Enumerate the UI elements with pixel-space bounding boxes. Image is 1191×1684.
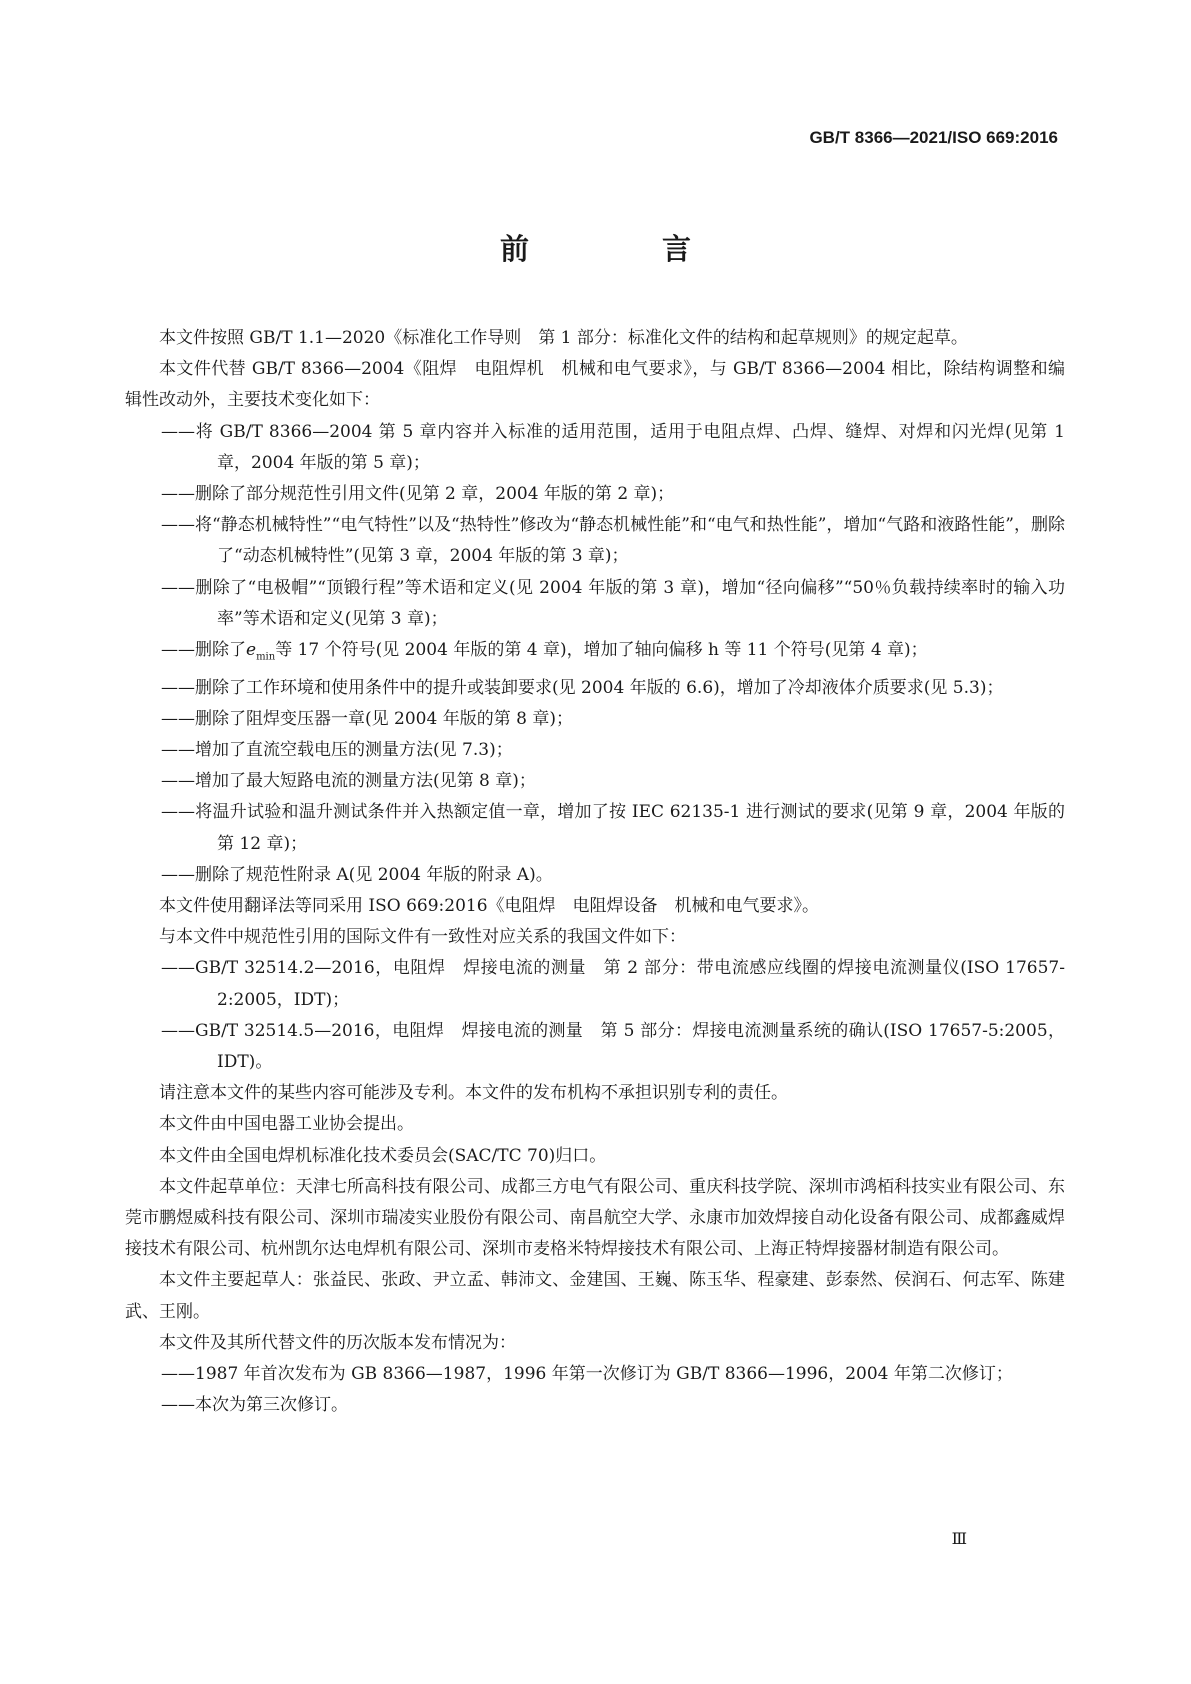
reference-item: ——GB/T 32514.2—2016，电阻焊 焊接电流的测量 第 2 部分：带电流感应线圈的焊接电流测量仪(ISO 17657-2:2005，IDT)； — [161, 958, 1065, 1010]
symbol-letter: e — [246, 640, 257, 661]
paragraph-drafters: 本文件主要起草人：张益民、张政、尹立孟、韩沛文、金建国、王巍、陈玉华、程豪建、彭泰然、侯润石、何志军、陈建武、王刚。 — [125, 1270, 1065, 1322]
history-item: ——1987 年首次发布为 GB 8366—1987，1996 年第一次修订为 GB/T 8366—1996，2004 年第二次修订； — [161, 1364, 1013, 1385]
change-prefix: ——删除了 — [161, 640, 246, 661]
symbol-subscript: min — [256, 651, 276, 663]
change-item: ——增加了最大短路电流的测量方法(见第 8 章)； — [161, 771, 536, 792]
paragraph-proposed-by: 本文件由中国电器工业协会提出。 — [159, 1114, 414, 1135]
change-item: ——删除了阻焊变压器一章(见 2004 年版的第 8 章)； — [161, 708, 573, 729]
page-title: 前 言 — [499, 232, 743, 266]
paragraph-correspondence: 与本文件中规范性引用的国际文件有一致性对应关系的我国文件如下： — [159, 927, 686, 948]
paragraph-history: 本文件及其所代替文件的历次版本发布情况为： — [159, 1332, 516, 1353]
change-item: ——将 GB/T 8366—2004 第 5 章内容并入标准的适用范围，适用于电阻点焊、凸焊、缝焊、对焊和闪光焊(见第 1 章，2004 年版的第 5 章)； — [161, 421, 1065, 473]
paragraph-centralized-by: 本文件由全国电焊机标准化技术委员会(SAC/TC 70)归口。 — [159, 1145, 607, 1166]
change-item: ——删除了“电极帽”“顶锻行程”等术语和定义(见 2004 年版的第 3 章)，增加“径向偏移”“50％负载持续率时的输入功率”等术语和定义(见第 3 章)； — [161, 577, 1065, 629]
paragraph-drafting-rules: 本文件按照 GB/T 1.1—2020《标准化工作导则 第 1 部分：标准化文件的结构和起草规则》的规定起草。 — [159, 328, 968, 348]
change-item: ——将温升试验和温升测试条件并入热额定值一章，增加了按 IEC 62135-1 进行测试的要求(见第 9 章，2004 年版的第 12 章)； — [161, 802, 1065, 854]
page-number: Ⅲ — [951, 1529, 967, 1548]
reference-item: ——GB/T 32514.5—2016，电阻焊 焊接电流的测量 第 5 部分：焊接电流测量系统的确认(ISO 17657-5:2005，IDT)。 — [161, 1020, 1065, 1073]
history-item: ——本次为第三次修订。 — [161, 1395, 348, 1416]
paragraph-translation: 本文件使用翻译法等同采用 ISO 669:2016《电阻焊 电阻焊设备 机械和电气要求》。 — [159, 896, 820, 917]
standard-code-header: GB/T 8366—2021/ISO 669:2016 — [809, 128, 1058, 147]
document-body — [125, 323, 1065, 1422]
paragraph-replacement: 本文件代替 GB/T 8366—2004《阻焊 电阻焊机 机械和电气要求》，与 GB/T 8366—2004 相比，除结构调整和编辑性改动外，主要技术变化如下： — [125, 359, 1065, 411]
change-item — [125, 635, 1065, 673]
paragraph-patent: 请注意本文件的某些内容可能涉及专利。本文件的发布机构不承担识别专利的责任。 — [159, 1083, 788, 1104]
symbol-e-min — [246, 640, 276, 663]
change-item: ——删除了规范性附录 A(见 2004 年版的附录 A)。 — [161, 864, 553, 885]
change-item: ——删除了部分规范性引用文件(见第 2 章，2004 年版的第 2 章)； — [161, 484, 675, 505]
change-item: ——删除了工作环境和使用条件中的提升或装卸要求(见 2004 年版的 6.6)，增加了冷却液体介质要求(见 5.3)； — [161, 677, 1004, 698]
change-rest: 等 17 个符号(见 2004 年版的第 4 章)，增加了轴向偏移 h 等 11 个符号(见第 4 章)； — [275, 640, 928, 661]
change-item: ——增加了直流空载电压的测量方法(见 7.3)； — [161, 740, 513, 761]
change-item: ——将“静态机械特性”“电气特性”以及“热特性”修改为“静态机械性能”和“电气和热性能”，增加“气路和液路性能”，删除了“动态机械特性”(见第 3 章，2004 年版的第 3 章)； — [161, 515, 1065, 567]
paragraph-drafting-units: 本文件起草单位：天津七所高科技有限公司、成都三方电气有限公司、重庆科技学院、深圳市鸿栢科技实业有限公司、东莞市鹏煜威科技有限公司、深圳市瑞凌实业股份有限公司、南昌航空大学、永康市加效焊接自动化设备有限公司、成都鑫威焊接技术有限公司、杭州凯尔达电焊机有限公司、深圳市麦格米特焊接技术有限公司、上海正特焊接器材制造有限公司。 — [125, 1176, 1065, 1260]
